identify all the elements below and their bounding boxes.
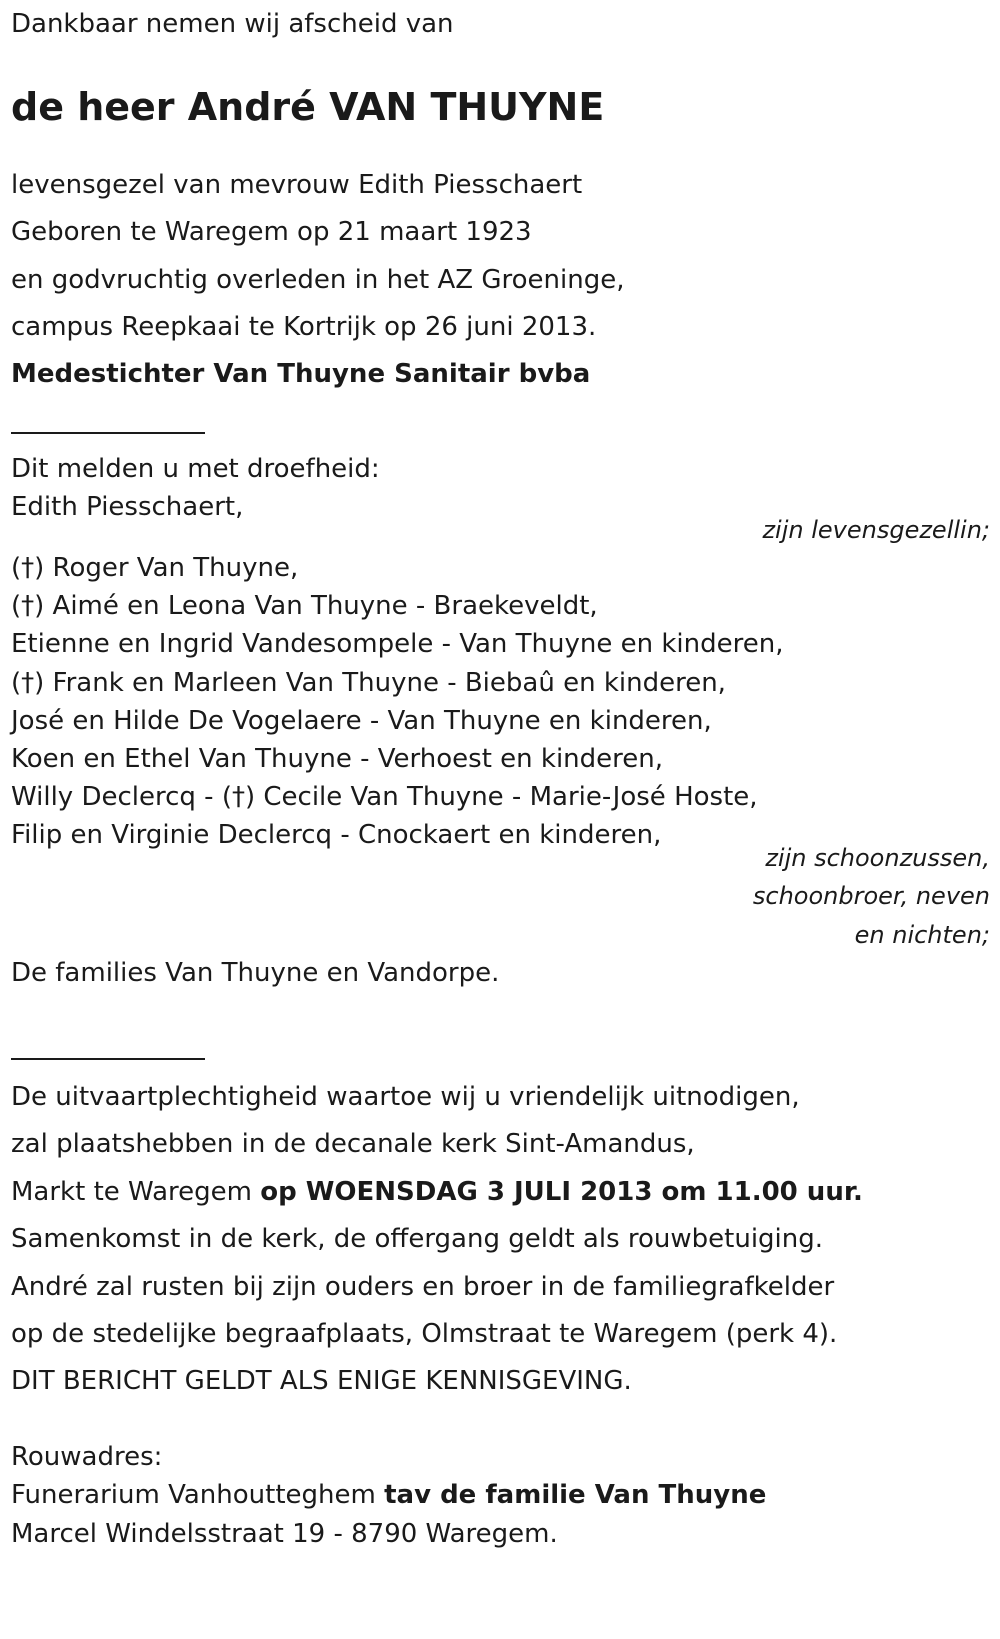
address-venue: Funerarium Vanhoutteghem <box>11 1480 385 1510</box>
announcement-partner: Edith Piesschaert, <box>11 492 244 522</box>
family-line: Koen en Ethel Van Thuyne - Verhoest en kinderen, <box>11 744 664 774</box>
funeral-line-5: André zal rusten bij zijn ouders en broer in de familiegrafkelder <box>11 1272 835 1302</box>
bio-role: Medestichter Van Thuyne Sanitair bvba <box>11 359 591 389</box>
funeral-line-1: De uitvaartplechtigheid waartoe wij u vriendelijk uitnodigen, <box>11 1082 800 1112</box>
address-label: Rouwadres: <box>11 1442 163 1472</box>
family-line: (†) Frank en Marleen Van Thuyne - Biebaû en kinderen, <box>11 668 726 698</box>
funeral-date: op WOENSDAG 3 JULI 2013 om 11.00 uur. <box>260 1177 863 1207</box>
funeral-line-4: Samenkomst in de kerk, de offergang geldt als rouwbetuiging. <box>11 1224 824 1254</box>
announcement-intro: Dit melden u met droefheid: <box>11 454 380 484</box>
funeral-line-2: zal plaatshebben in de decanale kerk Sint-Amandus, <box>11 1129 695 1159</box>
family-line: Willy Declercq - (†) Cecile Van Thuyne - Marie-José Hoste, <box>11 782 758 812</box>
funeral-line-7: DIT BERICHT GELDT ALS ENIGE KENNISGEVING. <box>11 1366 632 1396</box>
family-line: José en Hilde De Vogelaere - Van Thuyne en kinderen, <box>11 706 712 736</box>
family-relation-line: zijn schoonzussen, <box>765 844 990 872</box>
bio-born: Geboren te Waregem op 21 maart 1923 <box>11 217 532 247</box>
funeral-line-3 <box>11 1175 863 1209</box>
partner-relation: zijn levensgezellin; <box>762 516 990 544</box>
family-line: Etienne en Ingrid Vandesompele - Van Thuyne en kinderen, <box>11 629 784 659</box>
bio-died-2: campus Reepkaai te Kortrijk op 26 juni 2013. <box>11 312 597 342</box>
divider-1 <box>11 432 205 434</box>
family-relation-line: schoonbroer, neven <box>752 882 990 910</box>
funeral-place: Markt te Waregem <box>11 1177 261 1207</box>
intro-text: Dankbaar nemen wij afscheid van <box>11 9 454 39</box>
funeral-line-6: op de stedelijke begraafplaats, Olmstraat te Waregem (perk 4). <box>11 1319 838 1349</box>
address-line-1 <box>11 1478 766 1512</box>
bio-died-1: en godvruchtig overleden in het AZ Groeninge, <box>11 265 625 295</box>
family-relation-line: en nichten; <box>854 921 990 949</box>
families-line: De families Van Thuyne en Vandorpe. <box>11 958 500 988</box>
family-line: (†) Roger Van Thuyne, <box>11 553 299 583</box>
address-line-2: Marcel Windelsstraat 19 - 8790 Waregem. <box>11 1519 558 1549</box>
address-attention: tav de familie Van Thuyne <box>384 1480 767 1510</box>
bio-partner: levensgezel van mevrouw Edith Piesschaert <box>11 170 583 200</box>
divider-2 <box>11 1058 205 1060</box>
deceased-name: de heer André VAN THUYNE <box>11 85 605 129</box>
family-line: Filip en Virginie Declercq - Cnockaert en kinderen, <box>11 820 662 850</box>
family-line: (†) Aimé en Leona Van Thuyne - Braekeveldt, <box>11 591 598 621</box>
